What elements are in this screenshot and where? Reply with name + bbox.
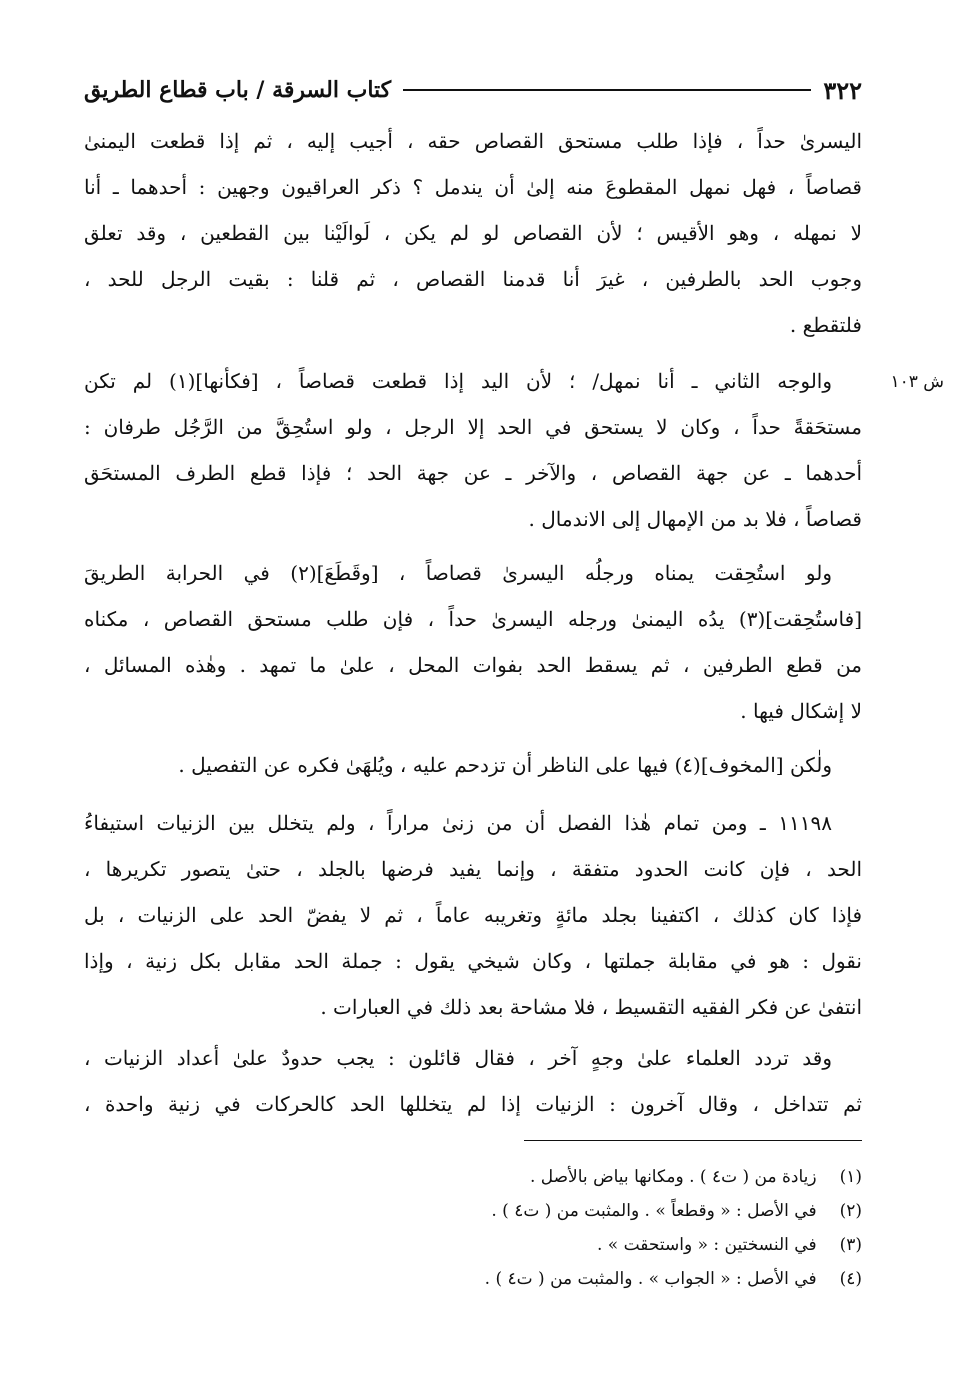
text-line: لا نمهله ، وهو الأقيس ؛ لأن القصاص لو لم يكن ، لَوالَيْنا بين القطعين ، وقد تعلق [84, 221, 862, 245]
text-line: وقد تردد العلماء علىٰ وجهٍ آخر ، فقال قائلون : يجب حدودٌ علىٰ أعداد الزنيات ، [84, 1046, 832, 1070]
paragraph [84, 1035, 862, 1127]
paragraph [84, 358, 862, 542]
footnotes [84, 1160, 862, 1296]
text-line: الحد ، فإن كانت الحدود متفقة ، وإنما يفيد فرضها بالجلد ، حتىٰ يتصور تكريرها ، [84, 857, 862, 881]
text-line: فإذا كان كذلك ، اكتفينا بجلد مائةٍ وتغريبه عاماً ، ثم لا يفضّ الحد على الزنيات ، بل [84, 903, 862, 927]
text-line: مستحَقةً حداً ، وكان لا يستحق في الحد إلا الرجل ، ولو استُحِقَّ من الرَّجُل طرفان : [84, 415, 862, 439]
text-line: ثم تتداخل ، وقال آخرون : الزنيات إذا لم يتخللها الحد كالحركات في زنية واحدة ، [84, 1092, 862, 1116]
footnote-text: في الأصل : « الجواب » . والمثبت من ( ت٤ ) . [484, 1269, 817, 1289]
text-line: ١١١٩٨ ـ ومن تمام هٰذا الفصل أن من زنىٰ مراراً ، ولم يتخلل بين الزنيات استيفاءُ [84, 811, 832, 835]
footnote-number: (٢) [839, 1201, 862, 1221]
footnote [84, 1160, 862, 1194]
running-header [84, 70, 862, 110]
footnote-separator [524, 1140, 862, 1141]
text-line: قصاصاً ، فهل نمهل المقطوعَ منه إلىٰ أن يندمل ؟ ذكر العراقيون وجهين : أحدهما ـ أنا [84, 175, 862, 199]
paragraph [84, 742, 862, 788]
paragraph [84, 800, 862, 1030]
footnote-text: في الأصل : « وقطعاً » . والمثبت من ( ت٤ ) . [491, 1201, 817, 1221]
text-line: نقول : هو في مقابلة جملتها ، وكان شيخي يقول : جملة الحد مقابل بكل زنية ، وإذا [84, 949, 862, 973]
footnote-number: (١) [839, 1167, 862, 1187]
text-line: أحدهما ـ عن جهة القصاص ، والآخر ـ عن جهة الحد ؛ فإذا قطع الطرف المستحَق [84, 461, 862, 485]
footnote-text: زيادة من ( ت٤ ) . ومكانها بياض بالأصل . [529, 1167, 817, 1187]
text-line: لا إشكال فيها . [740, 699, 862, 723]
footnote-text: في النسختين : « واستحقت » . [596, 1235, 817, 1255]
paragraph [84, 550, 862, 734]
footnote [84, 1228, 862, 1262]
text-line: اليسرىٰ حداً ، فإذا طلب مستحق القصاص حقه ، أجيب إليه ، ثم إذا قطعت اليمنىٰ [84, 129, 862, 153]
header-rule [403, 89, 811, 91]
text-line: انتفىٰ عن فكر الفقيه التقسيط ، فلا مشاحة بعد ذلك في العبارات . [320, 995, 862, 1019]
text-line: ولو استُحِقت يمناه ورجلُه اليسرىٰ قصاصاً ، [وقَطَعَ](٢) في الحرابة الطريقَ [84, 561, 832, 585]
footnote-number: (٤) [839, 1269, 862, 1289]
text-line: [فاستُحِقت](٣) يدُه اليمنىٰ ورجله اليسرىٰ حداً ، فإن طلب مستحق القصاص ، مكناه [84, 607, 862, 631]
text-line: والوجه الثاني ـ أنا نمهل/ ؛ لأن اليد إذا قطعت قصاصاً ، [فكأنها](١) لم تكن [84, 369, 833, 393]
footnote [84, 1262, 862, 1296]
page-number: ٣٢٢ [823, 75, 862, 105]
text-line: فلتقطع . [789, 313, 862, 337]
footnote [84, 1194, 862, 1228]
margin-note: ش ١٠٣ [890, 372, 944, 392]
running-title: كتاب السرقة / باب قطاع الطريق [84, 77, 392, 103]
text-line: وجوب الحد بالطرفين ، غيرَ أنا قدمنا القصاص ، ثم قلنا : بقيت الرجل للحد ، [84, 267, 862, 291]
paragraph [84, 118, 862, 348]
footnote-number: (٣) [839, 1235, 862, 1255]
text-line: ولٰكن [المخوف](٤) فيها على الناظر أن تزدحم عليه ، ويُلهَىٰ فكره عن التفصيل . [178, 753, 832, 777]
text-line: من قطع الطرفين ، ثم يسقط الحد بفوات المحل ، علىٰ ما تمهد . وهٰذه المسائل ، [84, 653, 862, 677]
text-line: قصاصاً ، فلا بد من الإمهال إلى الاندمال . [528, 507, 862, 531]
